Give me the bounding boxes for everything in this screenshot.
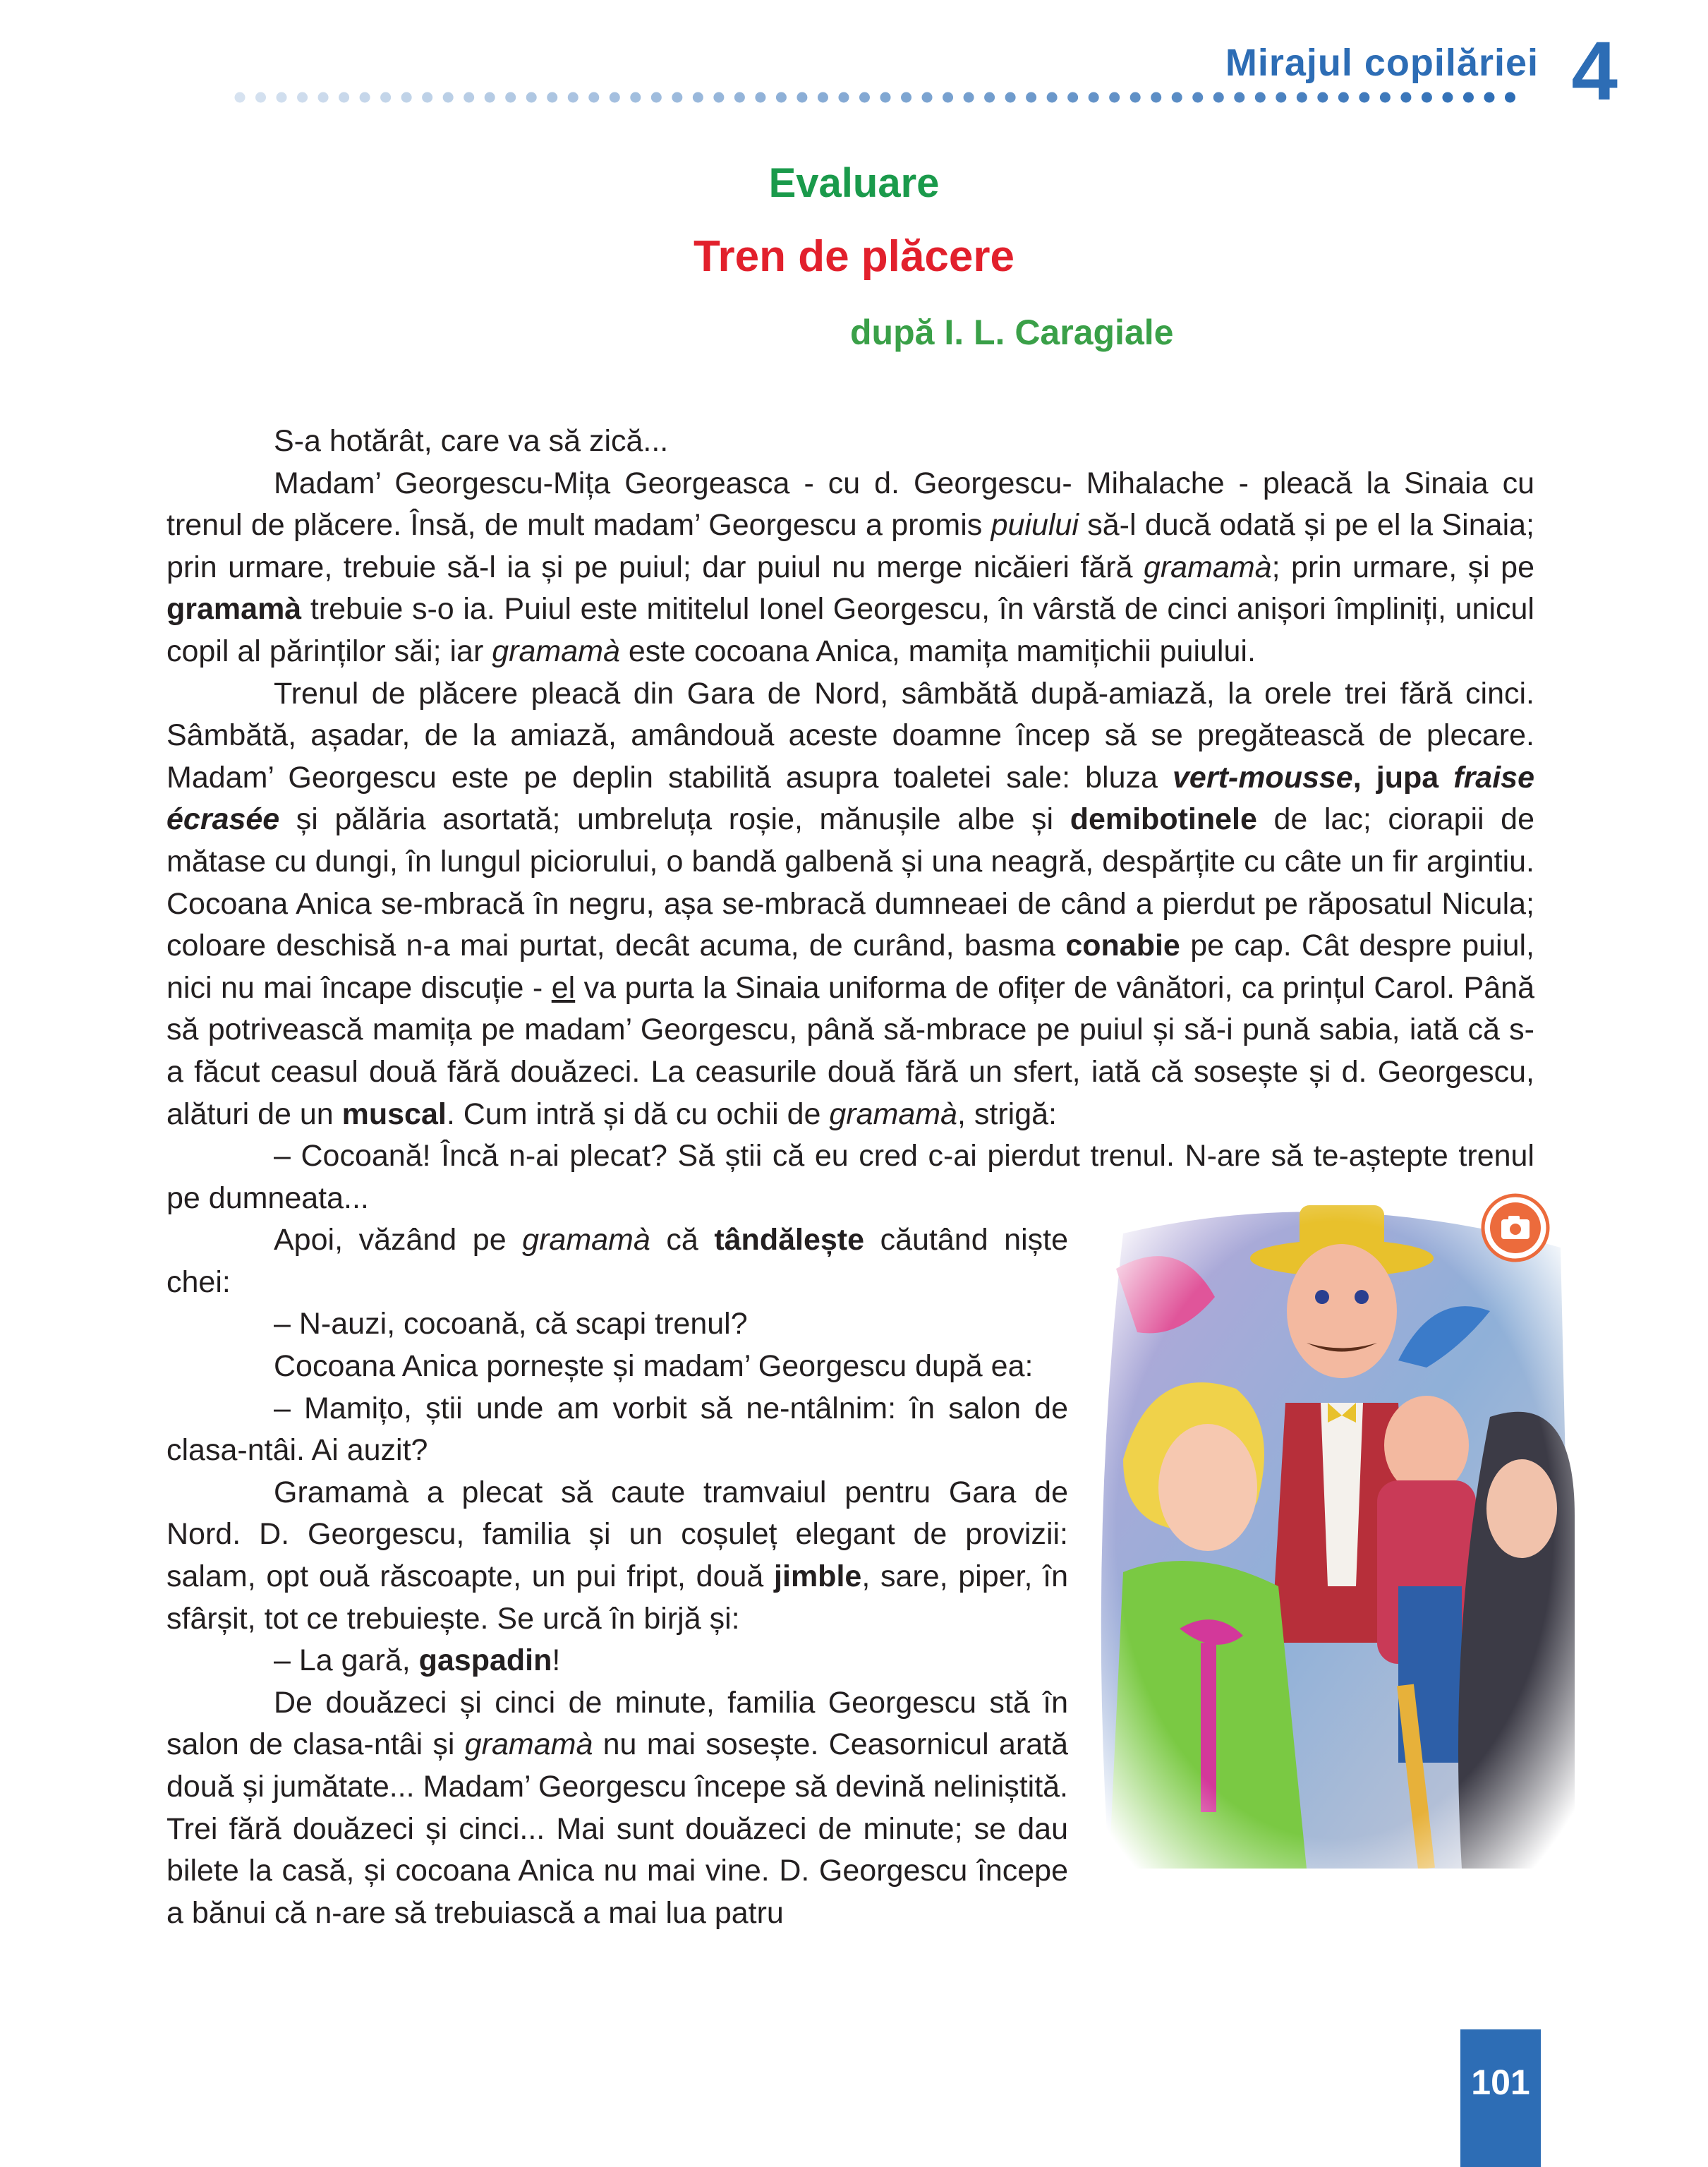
header-dot bbox=[1192, 92, 1203, 103]
header-dot bbox=[1026, 92, 1036, 103]
paragraph: Madam’ Georgescu-Mița Georgeasca - cu d. Georgescu- Mihalache - pleacă la Sinaia cu trenul de plăcere. Însă, de mult madam’ Georgescu a promis puiului să-l ducă odată și pe el la Sinaia; prin urmare, trebuie să-l ia și pe puiul; dar puiul nu merge nicăieri fără gramamà; prin urmare, și pe gramamà trebuie s-o ia. Puiul este mititelul Ionel Georgescu, în vârstă de cinci anișori împliniți, unicul copil al părinților săi; iar gramamà este cocoana Anica, mamița mamițichii puiului. bbox=[166, 466, 1534, 668]
story-title: Tren de plăcere bbox=[694, 232, 1014, 281]
header-dot bbox=[1005, 92, 1016, 103]
header-dot bbox=[838, 92, 849, 103]
header-dot bbox=[318, 92, 329, 103]
header-dot bbox=[880, 92, 891, 103]
header-dot bbox=[485, 92, 495, 103]
header-dot bbox=[297, 92, 308, 103]
camera-icon[interactable] bbox=[1480, 1193, 1551, 1263]
header-dot bbox=[1505, 92, 1515, 103]
header-dot bbox=[235, 92, 246, 103]
header-dot bbox=[1380, 92, 1391, 103]
header-dot bbox=[1359, 92, 1369, 103]
header-dot bbox=[526, 92, 537, 103]
header-dot bbox=[818, 92, 828, 103]
section-label: Evaluare bbox=[768, 160, 940, 206]
header-dot bbox=[588, 92, 599, 103]
paragraph: Trenul de plăcere pleacă din Gara de Nord, sâmbătă după-amiază, la orele trei fără cinci. Sâmbătă, așadar, de la amiază, amândouă aceste doamne încep să se pregătească de plecare. Madam’ Georgescu este pe deplin stabilită asupra toaletei sale: bluza vert-mousse, jupa fraise écrasée și pălăria asortată; umbreluța roșie, mănușile albe și demibotinele de lac; ciorapii de mătase cu dungi, în lungul piciorului, o bandă galbenă și una neagră, despărțite cu câte un fir argintiu. Cocoana Anica se-mbracă în negru, așa se-mbracă dumneaei de când a pierdut pe răposatul Nicula; coloare deschisă n-a mai purtat, decât acuma, de curând, basma conabie pe cap. Cât despre puiul, nici nu mai încape discuție - el va purta la Sinaia uniforma de ofițer de vânători, ca prințul Carol. Până să potrivească mamița pe madam’ Georgescu, până să-mbrace pe puiul și să-i pună sabia, iată că s-a făcut ceasul două fără douăzeci. La ceasurile două fără un sfert, iată că sosește și d. Georgescu, alături de un muscal. Cum intră și dă cu ochii de gramamà, strigă: bbox=[166, 676, 1534, 1131]
header-dot bbox=[713, 92, 724, 103]
header-dot bbox=[922, 92, 933, 103]
header-dot bbox=[547, 92, 557, 103]
header-dot bbox=[672, 92, 682, 103]
header-dot bbox=[859, 92, 870, 103]
header-dot bbox=[1297, 92, 1307, 103]
paragraph: Apoi, văzând pe gramamà că tândălește căutând niște chei: bbox=[166, 1223, 1068, 1299]
dotted-header-rule bbox=[233, 90, 1524, 104]
paragraph: Gramamà a plecat să caute tramvaiul pentru Gara de Nord. D. Georgescu, familia și un coșuleț elegant de provizii: salam, opt ouă răscoapte, un pui fript, două jimble, sare, piper, în sfârșit, tot ce trebuiește. Se urcă în birjă și: bbox=[166, 1475, 1069, 1636]
header-dot bbox=[443, 92, 454, 103]
header-dot bbox=[568, 92, 579, 103]
header-dot bbox=[1463, 92, 1474, 103]
header-dot bbox=[360, 92, 370, 103]
header-dot bbox=[901, 92, 911, 103]
chapter-number: 4 bbox=[1571, 25, 1618, 118]
page-number: 101 bbox=[1471, 2063, 1530, 2102]
header-dot bbox=[797, 92, 807, 103]
header-dot bbox=[964, 92, 974, 103]
dialogue-line: – Mamițo, știi unde am vorbit să ne-ntâlnim: în salon de clasa-ntâi. Ai auzit? bbox=[166, 1391, 1068, 1468]
dialogue-line: – N-auzi, cocoană, că scapi trenul? bbox=[274, 1307, 748, 1341]
header-dot bbox=[1422, 92, 1432, 103]
header-dot bbox=[943, 92, 953, 103]
author-line: după I. L. Caragiale bbox=[850, 313, 1174, 352]
paragraph: Cocoana Anica pornește și madam’ Georgescu după ea: bbox=[274, 1349, 1034, 1384]
header-dot bbox=[1067, 92, 1078, 103]
header-dot bbox=[1400, 92, 1411, 103]
header-dot bbox=[422, 92, 432, 103]
paragraph: De douăzeci și cinci de minute, familia Georgescu stă în salon de clasa-ntâi și gramamà nu mai sosește. Ceasornicul arată două și jumătate... Madam’ Georgescu începe să devină neliniștită. Trei fără douăzeci și cinci... Mai sunt douăzeci de minute; se dau bilete la casă, și cocoana Anica nu mai vine. D. Georgescu începe a bănui că n-are să trebuiască a mai lua patru bbox=[166, 1685, 1068, 1930]
paragraph: S-a hotărât, care va să zică... bbox=[274, 424, 669, 458]
header-dot bbox=[984, 92, 995, 103]
header-dot bbox=[1047, 92, 1058, 103]
header-dot bbox=[1442, 92, 1453, 103]
header-dot bbox=[1130, 92, 1141, 103]
header-dot bbox=[651, 92, 662, 103]
header-dot bbox=[610, 92, 620, 103]
header-dot bbox=[1213, 92, 1224, 103]
header-dot bbox=[776, 92, 787, 103]
header-dot bbox=[1109, 92, 1120, 103]
header-dot bbox=[693, 92, 703, 103]
story-illustration bbox=[1095, 1191, 1575, 1869]
page-number-tab bbox=[1460, 2029, 1541, 2167]
header-dot bbox=[1172, 92, 1182, 103]
header-dot bbox=[464, 92, 474, 103]
header-dot bbox=[380, 92, 391, 103]
header-dot bbox=[505, 92, 516, 103]
header-dot bbox=[401, 92, 412, 103]
header-dot bbox=[630, 92, 641, 103]
chapter-title: Mirajul copilăriei bbox=[1225, 42, 1539, 84]
header-dot bbox=[1151, 92, 1161, 103]
header-dot bbox=[255, 92, 266, 103]
header-dot bbox=[755, 92, 765, 103]
header-dot bbox=[1317, 92, 1328, 103]
dialogue-line: – La gară, gaspadin! bbox=[274, 1643, 561, 1678]
header-dot bbox=[1484, 92, 1494, 103]
header-dot bbox=[734, 92, 745, 103]
header-dot bbox=[1338, 92, 1349, 103]
header-dot bbox=[277, 92, 287, 103]
header-dot bbox=[1276, 92, 1286, 103]
header-dot bbox=[1234, 92, 1244, 103]
dialogue-line: – Cocoană! Încă n-ai plecat? Să știi că eu cred c-ai pierdut trenul. N-are să te-aștepte trenul pe dumneata... bbox=[166, 1139, 1534, 1215]
header-dot bbox=[1255, 92, 1266, 103]
header-dot bbox=[1089, 92, 1099, 103]
header-dot bbox=[339, 92, 349, 103]
